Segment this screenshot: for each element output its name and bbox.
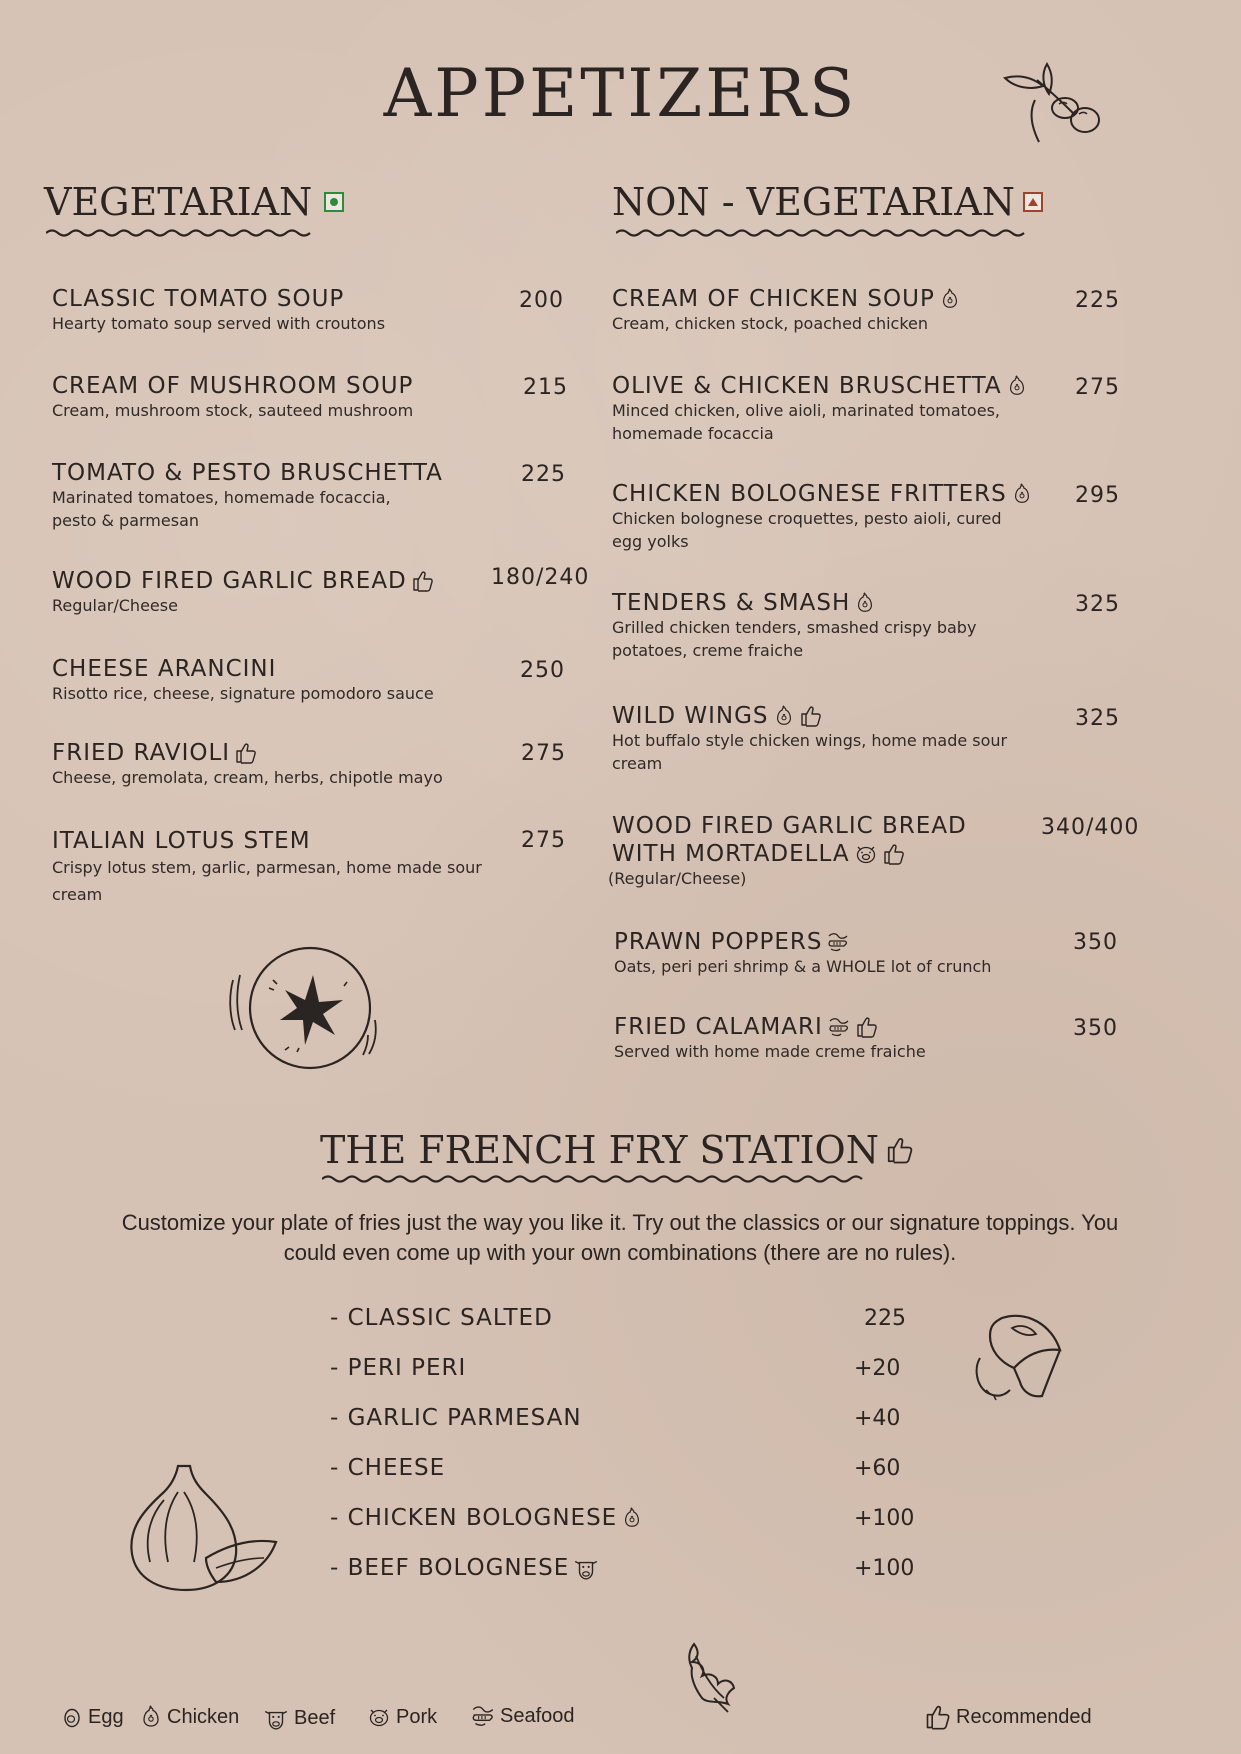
item-name-row xyxy=(614,1014,1054,1040)
fry-item-name: - CHICKEN BOLOGNESE xyxy=(330,1505,618,1531)
veg-item-cheese-arancini xyxy=(52,656,512,705)
legend-label: Pork xyxy=(396,1705,438,1728)
nonveg-item-prawn-poppers xyxy=(614,929,1054,978)
item-name: CHICKEN BOLOGNESE FRITTERS xyxy=(612,481,1007,507)
nonveg-item-tenders-smash xyxy=(612,590,1032,662)
veg-item-classic-tomato-soup xyxy=(52,286,572,335)
recommended-icon xyxy=(882,842,906,866)
seafood-icon xyxy=(470,1703,496,1729)
fry-item-price: +60 xyxy=(854,1456,901,1481)
item-name: WOOD FIRED GARLIC BREAD xyxy=(52,568,407,594)
recommended-icon xyxy=(885,1135,915,1165)
item-description: Crispy lotus stem, garlic, parmesan, home made sour cream xyxy=(52,858,482,904)
nonveg-item-chicken-bolognese-fritters xyxy=(612,481,1062,553)
pork-icon xyxy=(366,1705,392,1729)
recommended-icon xyxy=(924,1703,952,1731)
nonveg-item-wild-wings xyxy=(612,703,1032,775)
item-description: Hot buffalo style chicken wings, home made sour cream xyxy=(612,731,1008,773)
chicken-icon xyxy=(1006,375,1028,397)
egg-icon xyxy=(60,1705,84,1729)
fry-item-price: 225 xyxy=(864,1306,906,1331)
item-name: TOMATO & PESTO BRUSCHETTA xyxy=(52,460,443,486)
veg-item-wood-fired-garlic-bread xyxy=(52,568,512,617)
recommended-icon xyxy=(855,1015,879,1039)
item-description: Marinated tomatoes, homemade focaccia, pesto & parmesan xyxy=(52,488,391,530)
legend-label: Recommended xyxy=(956,1705,1092,1728)
veg-item-fried-ravioli xyxy=(52,740,532,789)
pork-icon xyxy=(854,842,878,866)
item-description: Cream, chicken stock, poached chicken xyxy=(612,314,929,333)
chicken-icon xyxy=(773,705,795,727)
item-price: 200 xyxy=(519,288,564,313)
item-description: Cream, mushroom stock, sauteed mushroom xyxy=(52,401,414,420)
item-price: 180/240 xyxy=(491,565,590,590)
item-description: Grilled chicken tenders, smashed crispy baby potatoes, creme fraiche xyxy=(612,618,977,660)
fry-item-name: - BEEF BOLOGNESE xyxy=(330,1555,570,1581)
nonveg-underline xyxy=(616,226,1030,240)
page-title: APPETIZERS xyxy=(383,55,858,132)
vegetarian-underline xyxy=(46,226,312,240)
nonveg-item-cream-of-chicken-soup xyxy=(612,286,1042,335)
chicken-icon xyxy=(1011,483,1033,505)
fry-item-price: +20 xyxy=(854,1356,901,1381)
item-price: 350 xyxy=(1073,1016,1118,1041)
item-description: Served with home made creme fraiche xyxy=(614,1042,926,1061)
legend-label: Egg xyxy=(88,1705,124,1728)
item-description: Hearty tomato soup served with croutons xyxy=(52,314,386,333)
item-price: 275 xyxy=(521,741,566,766)
chicken-icon xyxy=(621,1507,643,1529)
fry-item-price: +40 xyxy=(854,1406,901,1431)
item-price: 225 xyxy=(1075,288,1120,313)
seafood-icon xyxy=(826,930,850,954)
item-name-row xyxy=(612,286,1042,312)
item-name-row xyxy=(612,373,1062,399)
legend-beef xyxy=(262,1705,335,1731)
item-price: 225 xyxy=(521,462,566,487)
item-name: CLASSIC TOMATO SOUP xyxy=(52,286,345,312)
item-name-row xyxy=(52,740,532,766)
item-price: 275 xyxy=(1075,375,1120,400)
item-price: 350 xyxy=(1073,930,1118,955)
fries-heading xyxy=(320,1128,915,1172)
recommended-icon xyxy=(411,569,435,593)
herb-sketch-icon xyxy=(684,1640,748,1714)
legend-seafood xyxy=(470,1703,575,1729)
fry-item-name: - GARLIC PARMESAN xyxy=(330,1405,582,1431)
item-description: Oats, peri peri shrimp & a WHOLE lot of crunch xyxy=(614,957,992,976)
fry-item-chicken-bolognese xyxy=(330,1505,643,1531)
item-description: (Regular/Cheese) xyxy=(608,869,747,888)
fry-item-beef-bolognese xyxy=(330,1555,599,1581)
item-description: Cheese, gremolata, cream, herbs, chipotle mayo xyxy=(52,768,443,787)
item-name: PRAWN POPPERS xyxy=(614,929,823,955)
item-name: OLIVE & CHICKEN BRUSCHETTA xyxy=(612,373,1002,399)
nonveg-heading xyxy=(612,180,1043,224)
fries-heading-text: THE FRENCH FRY STATION xyxy=(320,1128,879,1172)
mushroom-sketch-icon xyxy=(972,1310,1072,1408)
item-description: Minced chicken, olive aioli, marinated tomatoes, homemade focaccia xyxy=(612,401,1000,443)
beef-icon xyxy=(262,1705,290,1731)
item-price: 325 xyxy=(1075,706,1120,731)
item-name: FRIED CALAMARI xyxy=(614,1014,823,1040)
item-name: ITALIAN LOTUS STEM xyxy=(52,828,311,854)
item-name-row xyxy=(614,929,1054,955)
legend-label: Chicken xyxy=(167,1705,240,1728)
item-name-row xyxy=(612,481,1062,507)
veg-item-cream-of-mushroom-soup xyxy=(52,373,572,422)
nonveg-item-garlic-bread-mortadella xyxy=(608,813,1032,890)
seafood-icon xyxy=(827,1015,851,1039)
item-price: 215 xyxy=(523,375,568,400)
item-name-row xyxy=(612,703,1032,729)
item-price: 340/400 xyxy=(1041,815,1140,840)
legend-egg xyxy=(60,1705,124,1729)
veg-item-italian-lotus-stem xyxy=(52,828,482,908)
olive-sketch-icon xyxy=(995,60,1105,152)
nonveg-item-olive-chicken-bruschetta xyxy=(612,373,1062,445)
fry-item-name: - CLASSIC SALTED xyxy=(330,1305,553,1331)
item-name-row xyxy=(52,568,512,594)
item-name: WOOD FIRED GARLIC BREAD xyxy=(612,813,967,839)
veg-item-tomato-pesto-bruschetta xyxy=(52,460,452,532)
legend-pork xyxy=(366,1705,437,1729)
item-name: CHEESE ARANCINI xyxy=(52,656,277,682)
legend-chicken xyxy=(139,1705,239,1729)
fry-item-name: - CHEESE xyxy=(330,1455,446,1481)
chicken-icon xyxy=(939,288,961,310)
item-description: Risotto rice, cheese, signature pomodoro sauce xyxy=(52,684,434,703)
beef-icon xyxy=(573,1555,599,1581)
item-name: TENDERS & SMASH xyxy=(612,590,851,616)
recommended-icon xyxy=(234,741,258,765)
item-name: WILD WINGS xyxy=(612,703,769,729)
fry-item-name: - PERI PERI xyxy=(330,1355,467,1381)
item-price: 275 xyxy=(521,828,566,853)
tomato-sketch-icon xyxy=(225,940,385,1075)
fries-intro: Customize your plate of fries just the way you like it. Try out the classics or our signature toppings. You could even come up with your own combinations (there are no rules). xyxy=(121,1210,1119,1265)
item-description: Regular/Cheese xyxy=(52,596,178,615)
legend-recommended xyxy=(924,1703,1092,1731)
fry-item-price: +100 xyxy=(854,1506,915,1531)
item-name: CREAM OF MUSHROOM SOUP xyxy=(52,373,414,399)
item-price: 250 xyxy=(520,658,565,683)
item-name: CREAM OF CHICKEN SOUP xyxy=(612,286,935,312)
nonveg-heading-text: NON - VEGETARIAN xyxy=(612,180,1015,224)
chicken-icon xyxy=(139,1705,163,1729)
item-name-row xyxy=(612,590,1032,616)
item-name-row xyxy=(612,841,1032,867)
veg-symbol-icon xyxy=(324,192,344,212)
legend-label: Seafood xyxy=(500,1704,575,1727)
legend-label: Beef xyxy=(294,1706,336,1729)
item-name: FRIED RAVIOLI xyxy=(52,740,231,766)
item-price: 295 xyxy=(1075,483,1120,508)
item-name-line2: WITH MORTADELLA xyxy=(612,841,850,867)
vegetarian-heading xyxy=(44,180,344,224)
fries-underline xyxy=(322,1172,872,1186)
nonveg-item-fried-calamari xyxy=(614,1014,1054,1063)
chicken-icon xyxy=(854,592,876,614)
garlic-sketch-icon xyxy=(128,1460,284,1596)
item-description: Chicken bolognese croquettes, pesto aioli, cured egg yolks xyxy=(612,509,1002,551)
nonveg-symbol-icon xyxy=(1023,192,1043,212)
recommended-icon xyxy=(799,704,823,728)
fry-item-price: +100 xyxy=(854,1556,915,1581)
vegetarian-heading-text: VEGETARIAN xyxy=(44,180,313,224)
item-price: 325 xyxy=(1075,592,1120,617)
